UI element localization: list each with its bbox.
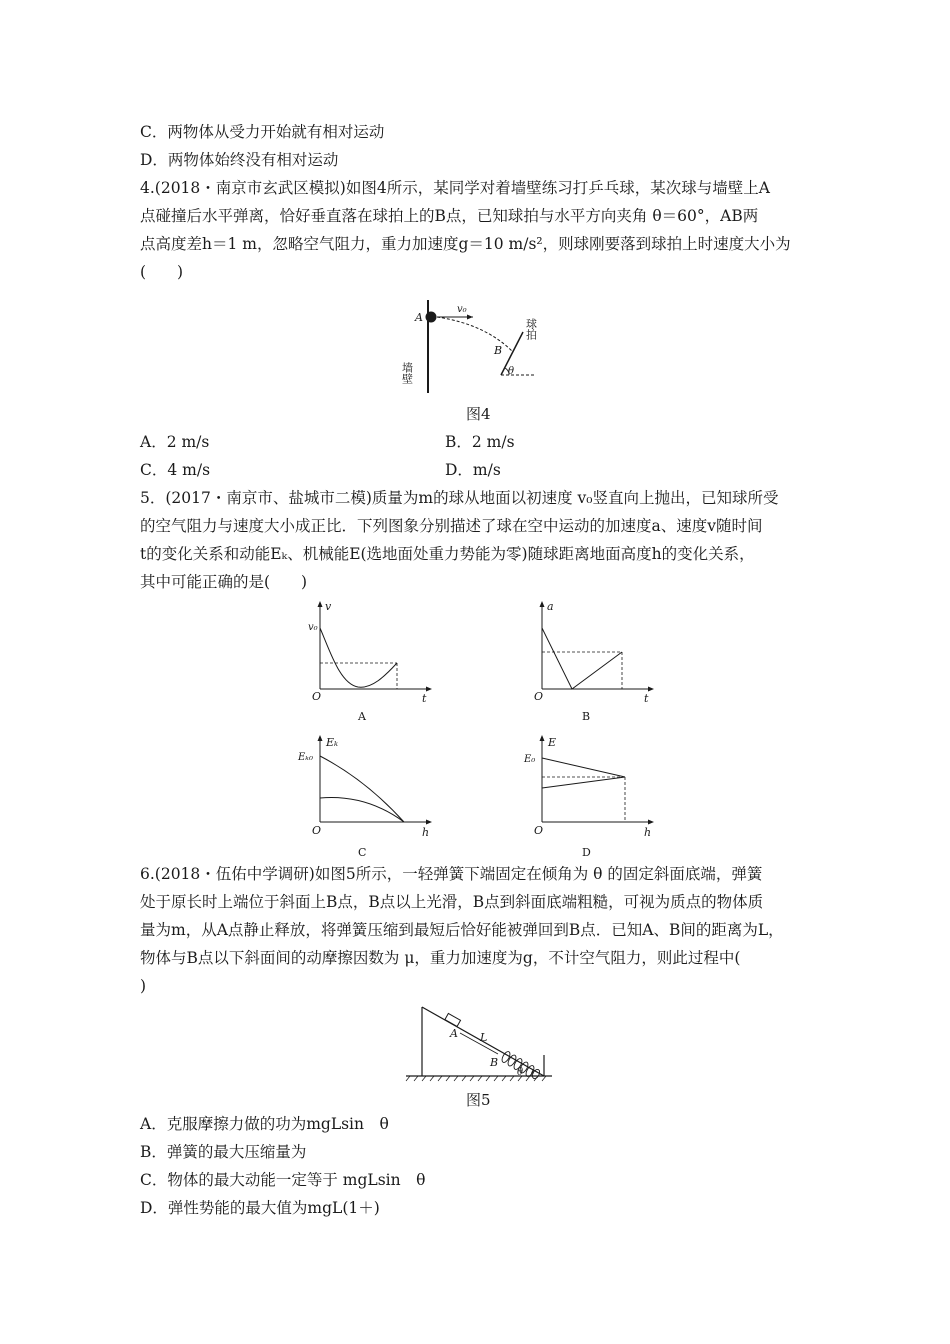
figure-5-caption: 图5 — [466, 1091, 491, 1109]
graph-a-caption: A — [358, 710, 366, 723]
q3-option-c: C．两物体从受力开始就有相对运动 — [140, 123, 385, 141]
graph-c-x-label: h — [422, 826, 430, 839]
q5-stem-line-3: t的变化关系和动能Eₖ、机械能E(选地面处重力势能为零)随球距离地面高度h的变化关系， — [140, 545, 755, 563]
graph-b-y-label: a — [547, 600, 554, 613]
q3-option-d: D．两物体始终没有相对运动 — [140, 151, 339, 169]
figure-5-diagram — [404, 1005, 554, 1083]
graph-d-line-upper — [542, 758, 625, 777]
graph-c-origin: O — [312, 824, 322, 837]
graph-a-x-label: t — [422, 692, 427, 705]
graph-d-x-label: h — [644, 826, 652, 839]
block — [445, 1013, 461, 1026]
graph-d-y-label: E — [548, 736, 557, 749]
label-wall: 墙壁 — [400, 362, 414, 384]
q5-stem-line-2: 的空气阻力与速度大小成正比．下列图象分别描述了球在空中运动的加速度a、速度v随时间 — [140, 517, 763, 535]
graph-c-y-label: Eₖ — [326, 736, 339, 749]
graph-a — [300, 596, 440, 726]
graph-d-y0-label: E₀ — [524, 754, 536, 765]
graph-a-curve — [320, 628, 397, 687]
graph-c-curve-lower — [320, 798, 404, 823]
label-racket: 球拍 — [524, 318, 538, 340]
label-theta: θ — [517, 1067, 524, 1078]
q4-option-c: C．4 m/s — [140, 461, 211, 479]
q6-stem-line-3: 量为m，从A点静止释放，将弹簧压缩到最短后恰好能被弹回到B点．已知A、B间的距离为L， — [140, 921, 784, 939]
label-a: A — [415, 311, 423, 324]
graph-c-y0-label: Eₖ₀ — [298, 752, 313, 763]
q4-stem-line-2: 点碰撞后水平弹离，恰好垂直落在球拍上的B点，已知球拍与水平方向夹角 θ＝60°，AB两 — [140, 207, 759, 225]
graph-a-y0-label: v₀ — [308, 622, 318, 633]
q6-stem-line-4: 物体与B点以下斜面间的动摩擦因数为 μ，重力加速度为g，不计空气阻力，则此过程中( — [140, 949, 741, 967]
q6-option-d: D．弹性势能的最大值为mgL(1＋) — [140, 1199, 380, 1217]
graph-c — [296, 730, 446, 862]
label-theta: θ — [508, 366, 515, 377]
graph-d-caption: D — [582, 846, 591, 859]
figure-4-caption: 图4 — [466, 405, 491, 423]
figure-4-diagram — [395, 300, 555, 400]
q5-stem-line-4: 其中可能正确的是( ) — [140, 573, 308, 591]
q6-option-c: C．物体的最大动能一定等于 mgLsin θ — [140, 1171, 426, 1189]
q4-stem-line-3: 点高度差h＝1 m，忽略空气阻力，重力加速度g＝10 m/s²，则球刚要落到球拍上时速度大小为 — [140, 235, 791, 253]
q6-stem-line-5: ) — [140, 977, 147, 995]
q4-answer-bracket: ( ) — [140, 263, 184, 281]
label-b: B — [494, 344, 503, 357]
label-v0: v₀ — [457, 304, 467, 315]
q6-option-a: A．克服摩擦力做的功为mgLsin θ — [140, 1115, 389, 1133]
graph-a-origin: O — [312, 690, 322, 703]
graph-c-caption: C — [358, 846, 367, 859]
graph-a-y-label: v — [325, 600, 332, 613]
q4-stem-line-1: 4.(2018・南京市玄武区模拟)如图4所示，某同学对着墙壁练习打乒乓球，某次球与墙壁上A — [140, 179, 770, 197]
graph-b-x-label: t — [644, 692, 649, 705]
graph-b-line — [542, 628, 622, 689]
q4-option-a: A．2 m/s — [140, 433, 210, 451]
label-a: A — [450, 1027, 458, 1040]
label-l: L — [480, 1031, 488, 1044]
graph-b-origin: O — [534, 690, 544, 703]
graph-d-origin: O — [534, 824, 544, 837]
graph-d-line-lower — [542, 777, 625, 788]
graph-c-curve-upper — [320, 756, 404, 822]
label-b: B — [490, 1056, 499, 1069]
q6-option-b: B．弹簧的最大压缩量为 — [140, 1143, 307, 1161]
graph-b — [522, 596, 662, 726]
q4-option-b: B．2 m/s — [445, 433, 515, 451]
q6-stem-line-1: 6.(2018・伍佑中学调研)如图5所示，一轻弹簧下端固定在倾角为 θ 的固定斜面底端，弹簧 — [140, 865, 763, 883]
q6-stem-line-2: 处于原长时上端位于斜面上B点，B点以上光滑，B点到斜面底端粗糙，可视为质点的物体质 — [140, 893, 764, 911]
q5-stem-line-1: 5．(2017・南京市、盐城市二模)质量为m的球从地面以初速度 v₀竖直向上抛出，已知球所受 — [140, 489, 779, 507]
graph-b-caption: B — [582, 710, 591, 723]
graph-d — [520, 730, 670, 862]
q4-option-d: D．m/s — [445, 461, 501, 479]
ball — [426, 312, 437, 323]
